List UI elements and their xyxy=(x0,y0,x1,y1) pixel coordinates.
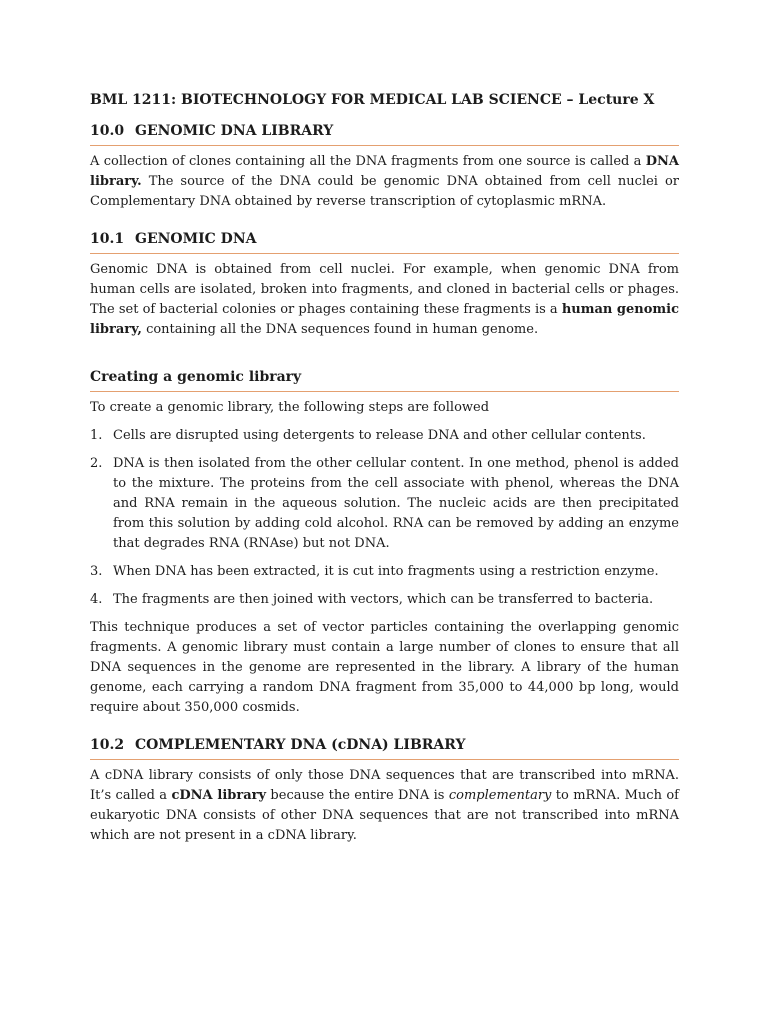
text-run: The source of the DNA could be genomic DNA obtained from cell nuclei or Complementary DNA obtained by reverse transcription of cytoplasmic mRNA. xyxy=(90,174,679,209)
section-title: GENOMIC DNA LIBRARY xyxy=(135,123,334,139)
list-item xyxy=(90,426,679,446)
section-title: GENOMIC DNA xyxy=(135,231,257,247)
list-number: 4. xyxy=(90,592,103,607)
list-item-text: Cells are disrupted using detergents to release DNA and other cellular contents. xyxy=(113,428,646,443)
text-run: because the entire DNA is xyxy=(266,788,449,803)
section-heading-10-2 xyxy=(90,735,679,760)
document-page xyxy=(90,90,679,863)
paragraph-cdna-library xyxy=(90,766,679,846)
bold-term: human genomic library, xyxy=(90,302,679,337)
text-run: to mRNA. Much of eukaryotic DNA consists of other DNA sequences that are not transcribed into mRNA which are not present in a cDNA library. xyxy=(90,788,679,843)
list-number: 3. xyxy=(90,564,103,579)
paragraph-genomic-dna xyxy=(90,260,679,340)
section-title: COMPLEMENTARY DNA (cDNA) LIBRARY xyxy=(135,737,466,753)
document-title: BML 1211: BIOTECHNOLOGY FOR MEDICAL LAB SCIENCE – Lecture X xyxy=(90,92,655,108)
text-run: A collection of clones containing all the DNA fragments from one source is called a xyxy=(90,154,646,169)
text-run: A cDNA library consists of only those DNA sequences that are transcribed into mRNA. It’s called a xyxy=(90,768,679,803)
steps-list xyxy=(90,426,679,610)
paragraph-steps-intro: To create a genomic library, the following steps are followed xyxy=(90,400,490,415)
list-number: 2. xyxy=(90,456,103,471)
text-run: Genomic DNA is obtained from cell nuclei. For example, when genomic DNA from human cells are isolated, broken into fragments, and cloned in bacterial cells or phages. The set of bacterial colonies or phages containing these fragments is a xyxy=(90,262,679,317)
paragraph-dna-library xyxy=(90,152,679,212)
bold-term: DNA library. xyxy=(90,154,679,189)
list-item-text: The fragments are then joined with vectors, which can be transferred to bacteria. xyxy=(113,592,654,607)
text-run: containing all the DNA sequences found in human genome. xyxy=(141,322,539,337)
paragraph-technique: This technique produces a set of vector particles containing the overlapping genomic fragments. A genomic library must contain a large number of clones to ensure that all DNA sequences in the genome are represented in the library. A library of the human genome, each carrying a random DNA fragment from 35,000 to 44,000 bp long, would require about 350,000 cosmids. xyxy=(90,620,679,715)
bold-term: cDNA library xyxy=(171,788,267,803)
subsection-heading-creating: Creating a genomic library xyxy=(90,367,679,392)
list-item xyxy=(90,562,679,582)
section-number: 10.1 xyxy=(90,231,125,247)
italic-term: complementary xyxy=(448,788,552,803)
list-item xyxy=(90,590,679,610)
section-heading-10-0 xyxy=(90,121,679,146)
section-number: 10.2 xyxy=(90,737,125,753)
list-number: 1. xyxy=(90,428,103,443)
section-number: 10.0 xyxy=(90,123,125,139)
list-item xyxy=(90,454,679,554)
list-item-text: DNA is then isolated from the other cellular content. In one method, phenol is added to the mixture. The proteins from the cell associate with phenol, whereas the DNA and RNA remain in the aqueous solution. The nucleic acids are then precipitated from this solution by adding cold alcohol. RNA can be removed by adding an enzyme that degrades RNA (RNAse) but not DNA. xyxy=(113,456,679,551)
section-heading-10-1 xyxy=(90,229,679,254)
list-item-text: When DNA has been extracted, it is cut into fragments using a restriction enzyme. xyxy=(113,564,659,579)
